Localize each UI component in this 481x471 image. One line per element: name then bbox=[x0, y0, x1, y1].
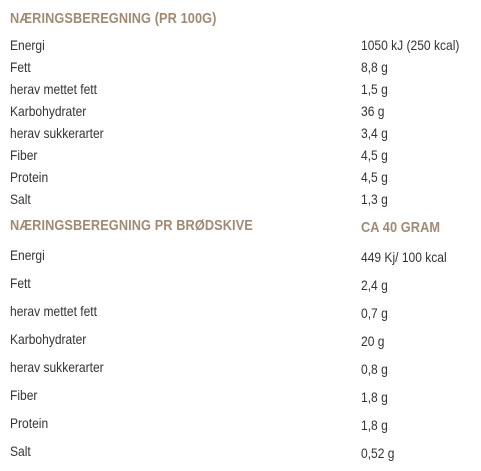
row-value: 2,4 g bbox=[361, 277, 388, 293]
row-value: 20 g bbox=[361, 333, 385, 349]
row-label: Fett bbox=[10, 59, 31, 75]
row-value: 8,8 g bbox=[361, 59, 388, 75]
row-label: Fiber bbox=[10, 147, 38, 163]
row-value: 4,5 g bbox=[361, 169, 388, 185]
row-label: Energi bbox=[10, 37, 45, 53]
row-label: Karbohydrater bbox=[10, 103, 87, 119]
row-value: 3,4 g bbox=[361, 125, 388, 141]
row-value: 4,5 g bbox=[361, 147, 388, 163]
row-label: Protein bbox=[10, 415, 49, 431]
row-label: Fett bbox=[10, 275, 31, 291]
row-label: Protein bbox=[10, 169, 49, 185]
row-label: Fiber bbox=[10, 387, 38, 403]
row-value: 36 g bbox=[361, 103, 385, 119]
per-100g-title: NÆRINGSBEREGNING (PR 100G) bbox=[10, 11, 217, 27]
row-value: 1,3 g bbox=[361, 191, 388, 207]
row-value: 1,5 g bbox=[361, 81, 388, 97]
row-label: herav mettet fett bbox=[10, 303, 98, 319]
row-value: 0,7 g bbox=[361, 305, 388, 321]
row-label: herav mettet fett bbox=[10, 81, 98, 97]
row-label: Salt bbox=[10, 191, 31, 207]
portion-size-heading: CA 40 GRAM bbox=[361, 220, 441, 236]
row-value: 1050 kJ (250 kcal) bbox=[361, 37, 460, 53]
per-slice-title: NÆRINGSBEREGNING PR BRØDSKIVE bbox=[10, 218, 253, 234]
row-label: herav sukkerarter bbox=[10, 125, 104, 141]
row-value: 0,52 g bbox=[361, 445, 395, 461]
row-value: 1,8 g bbox=[361, 417, 388, 433]
row-label: Salt bbox=[10, 443, 31, 459]
row-value: 449 Kj/ 100 kcal bbox=[361, 249, 447, 265]
row-label: herav sukkerarter bbox=[10, 359, 104, 375]
row-value: 1,8 g bbox=[361, 389, 388, 405]
row-label: Energi bbox=[10, 247, 45, 263]
row-label: Karbohydrater bbox=[10, 331, 87, 347]
row-value: 0,8 g bbox=[361, 361, 388, 377]
